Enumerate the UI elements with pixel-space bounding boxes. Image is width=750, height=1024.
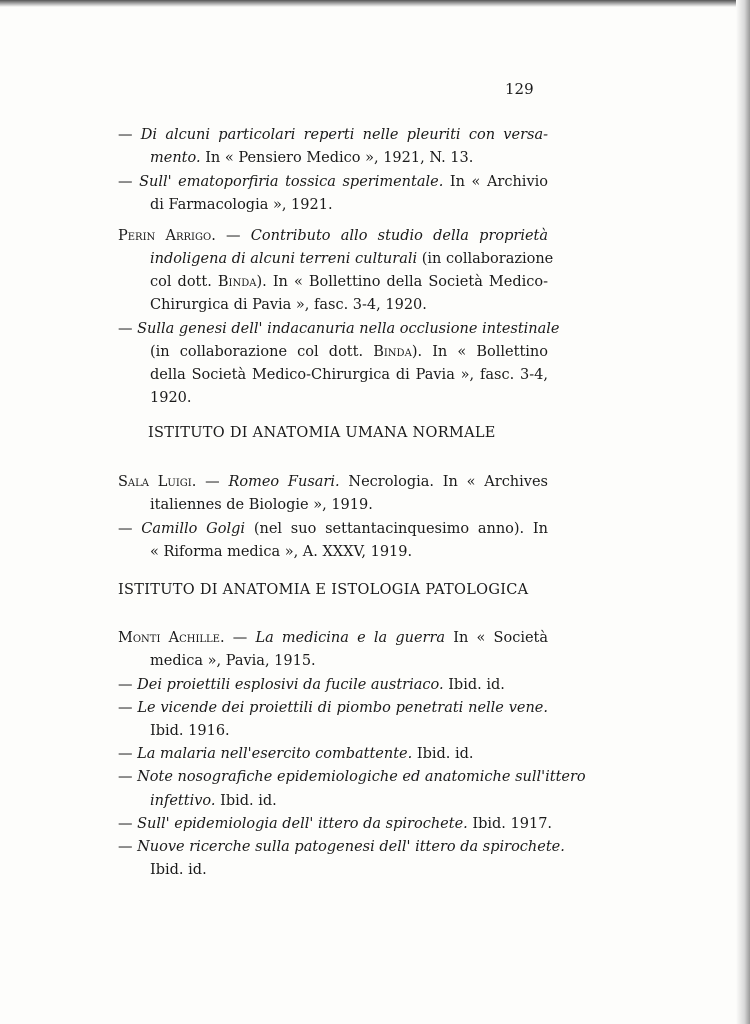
citation-text: Chirurgica di Pavia », fasc. 3-4, 1920. xyxy=(150,297,427,313)
citation-text: — xyxy=(118,321,138,337)
work-title: indoligena di alcuni terreni culturali xyxy=(150,251,418,267)
citation-text: (nel suo settantacinquesimo anno). In xyxy=(245,521,548,537)
text-line xyxy=(150,651,316,671)
citation-text: — xyxy=(118,677,138,693)
text-line xyxy=(150,272,548,292)
citation-text: Necrologia. In « Archives xyxy=(339,474,548,490)
work-title: Le vicende dei proiettili di piombo penetrati nelle vene. xyxy=(137,700,548,716)
text-line xyxy=(118,814,552,834)
work-title: infettivo. xyxy=(150,793,216,809)
work-title: Contributo allo studio della proprietà xyxy=(250,228,549,244)
text-line xyxy=(150,148,473,168)
text-line xyxy=(118,472,548,492)
work-title: La medicina e la guerra xyxy=(255,630,446,646)
citation-text: — xyxy=(118,769,138,785)
text-line xyxy=(150,860,207,880)
text-line xyxy=(150,342,548,362)
citation-text: col dott. xyxy=(150,274,218,290)
page-number: 129 xyxy=(505,80,534,98)
citation-text: — xyxy=(118,816,138,832)
citation-text: Ibid. id. xyxy=(443,677,505,693)
citation-text: In « Archivio xyxy=(443,174,549,190)
work-title: Camillo Golgi xyxy=(141,521,246,537)
work-title: Sull' ematoporfiria tossica sperimentale. xyxy=(139,174,444,190)
text-line xyxy=(118,226,548,246)
text-line xyxy=(118,837,565,857)
section-heading: ISTITUTO DI ANATOMIA UMANA NORMALE xyxy=(148,425,496,441)
citation-text: di Farmacologia », 1921. xyxy=(150,197,333,213)
citation-text: Ibid. 1917. xyxy=(467,816,553,832)
text-line xyxy=(150,721,230,741)
citation-text: ). In « Bollettino xyxy=(411,344,548,360)
citation-text: In « Società xyxy=(445,630,549,646)
citation-text: ). In « Bollettino della Società Medico- xyxy=(256,274,548,290)
citation-text: Ibid. id. xyxy=(215,793,277,809)
citation-text: — xyxy=(118,127,141,143)
citation-text: Ibid. id. xyxy=(150,862,207,878)
citation-text: (in collaborazione xyxy=(417,251,554,267)
scan-right-edge xyxy=(736,0,750,1024)
work-title: Romeo Fusari. xyxy=(228,474,340,490)
text-line xyxy=(118,125,548,145)
section-heading: ISTITUTO DI ANATOMIA E ISTOLOGIA PATOLOGICA xyxy=(118,582,529,598)
citation-text: (in collaborazione col dott. xyxy=(150,344,374,360)
citation-text: — xyxy=(215,228,251,244)
text-line xyxy=(118,172,548,192)
text-line xyxy=(118,744,474,764)
work-title: Dei proiettili esplosivi da fucile austriaco. xyxy=(137,677,444,693)
citation-text: 1920. xyxy=(150,390,192,406)
citation-text: medica », Pavia, 1915. xyxy=(150,653,316,669)
citation-text: della Società Medico-Chirurgica di Pavia », fasc. 3-4, xyxy=(150,367,548,383)
citation-text: — xyxy=(118,839,138,855)
work-title: Note nosografiche epidemiologiche ed anatomiche sull'ittero xyxy=(137,769,586,785)
text-line xyxy=(150,295,427,315)
citation-text: Ibid. id. xyxy=(412,746,474,762)
author-name: Binda xyxy=(373,344,412,360)
author-name: Perin Arrigo. xyxy=(118,228,216,244)
citation-text: — xyxy=(118,746,138,762)
text-line xyxy=(150,791,277,811)
text-line xyxy=(150,388,192,408)
citation-text: In « Pensiero Medico », 1921, N. 13. xyxy=(200,150,474,166)
text-line xyxy=(118,519,548,539)
text-line xyxy=(118,698,548,718)
text-line xyxy=(118,767,586,787)
scan-top-edge xyxy=(0,0,750,7)
work-title: mento. xyxy=(150,150,201,166)
text-line xyxy=(118,319,560,339)
text-line xyxy=(150,249,554,269)
text-line xyxy=(150,195,333,215)
author-name: Monti Achille. xyxy=(118,630,225,646)
work-title: Nuove ricerche sulla patogenesi dell' ittero da spirochete. xyxy=(137,839,565,855)
citation-text: — xyxy=(196,474,229,490)
work-title: Sulla genesi dell' indacanuria nella occlusione intestinale xyxy=(137,321,560,337)
citation-text: Ibid. 1916. xyxy=(150,723,230,739)
citation-text: — xyxy=(118,174,140,190)
author-name: Binda xyxy=(217,274,257,290)
citation-text: — xyxy=(224,630,256,646)
work-title: Di alcuni particolari reperti nelle pleuriti con versa- xyxy=(140,127,548,143)
author-name: Sala Luigi. xyxy=(118,474,197,490)
text-line xyxy=(150,542,412,562)
text-line xyxy=(150,495,373,515)
work-title: Sull' epidemiologia dell' ittero da spirochete. xyxy=(137,816,468,832)
text-line xyxy=(118,628,548,648)
work-title: La malaria nell'esercito combattente. xyxy=(137,746,413,762)
text-line xyxy=(150,365,548,385)
citation-text: « Riforma medica », A. XXXV, 1919. xyxy=(150,544,413,560)
text-line xyxy=(118,675,505,695)
citation-text: — xyxy=(118,521,142,537)
citation-text: italiennes de Biologie », 1919. xyxy=(150,497,373,513)
citation-text: — xyxy=(118,700,138,716)
